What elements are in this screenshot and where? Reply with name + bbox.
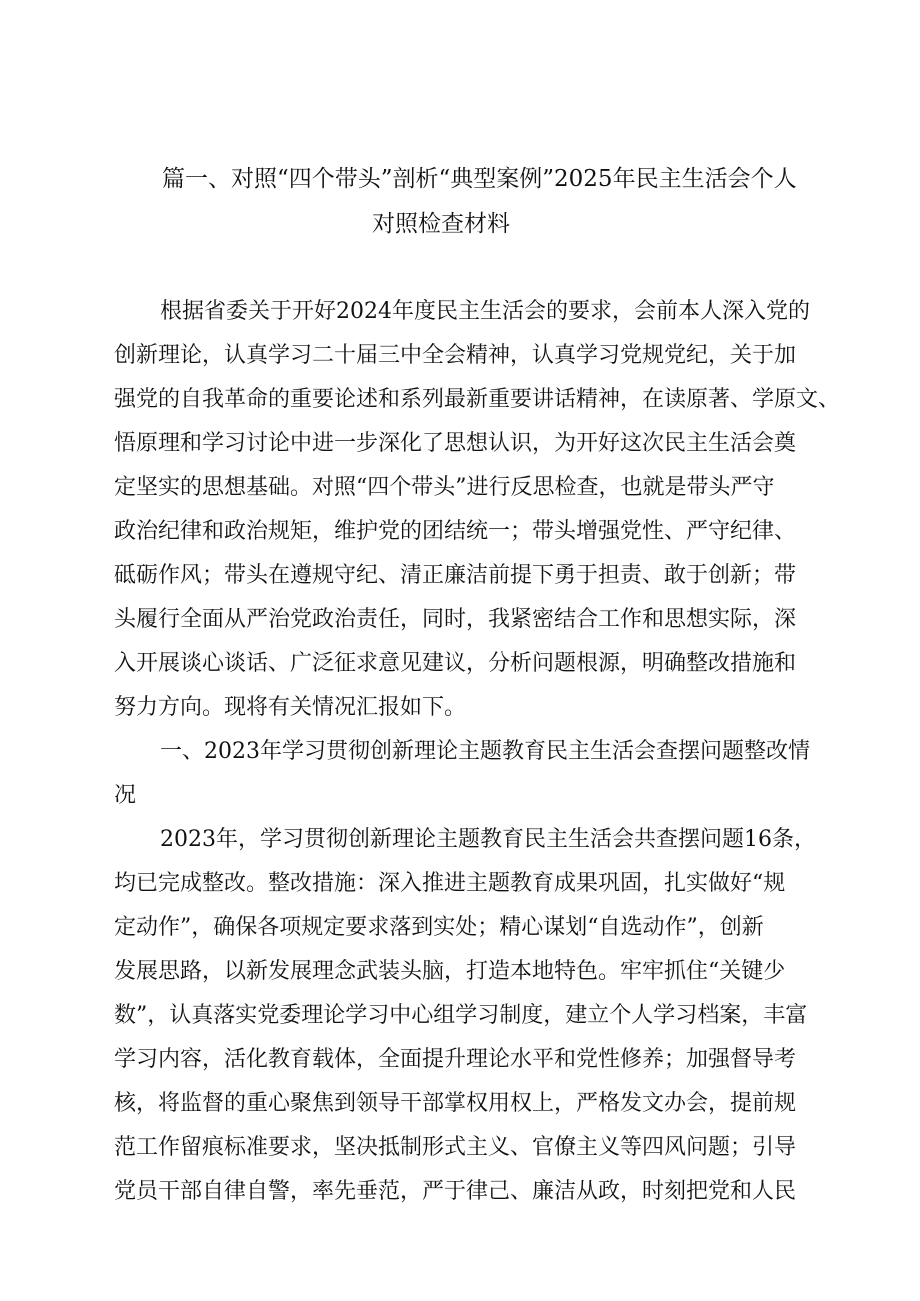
paragraph-line: 强党的自我革命的重要论述和系列最新重要讲话精神，在读原著、学原文、 xyxy=(114,387,841,412)
paragraph-line: 创新理论，认真学习二十届三中全会精神，认真学习党规党纪，关于加 xyxy=(114,343,797,368)
section-heading-1 xyxy=(114,730,854,818)
paragraph-line: 政治纪律和政治规矩，维护党的团结统一；带头增强党性、严守纪律、 xyxy=(114,519,797,544)
paragraph-rectification xyxy=(114,818,854,1214)
paragraph-line: 范工作留痕标准要求，坚决抵制形式主义、官僚主义等四风问题；引导 xyxy=(114,1135,797,1160)
paragraph-line: 定坚实的思想基础。对照“四个带头”进行反思检查，也就是带头严守 xyxy=(114,475,775,500)
paragraph-intro xyxy=(114,290,854,730)
document-title-line-1: 篇一、对照“四个带头”剖析“典型案例”2025年民主生活会个人 xyxy=(162,166,797,192)
paragraph-line: 定动作”，确保各项规定要求落到实处；精心谋划“自选动作”，创新 xyxy=(114,915,764,940)
paragraph-line: 核，将监督的重心聚焦到领导干部掌权用权上，严格发文办会，提前规 xyxy=(114,1091,797,1116)
paragraph-line: 均已完成整改。整改措施：深入推进主题教育成果巩固，扎实做好“规 xyxy=(114,871,786,896)
paragraph-line: 砥砺作风；带头在遵规守纪、清正廉洁前提下勇于担责、敢于创新；带 xyxy=(114,563,797,588)
paragraph-line: 党员干部自律自警，率先垂范，严于律己、廉洁从政，时刻把党和人民 xyxy=(114,1179,797,1204)
paragraph-line: 入开展谈心谈话、广泛征求意见建议，分析问题根源，明确整改措施和 xyxy=(114,651,797,676)
heading-line: 一、2023年学习贯彻创新理论主题教育民主生活会查摆问题整改情 xyxy=(160,739,810,764)
paragraph-line: 发展思路，以新发展理念武装头脑，打造本地特色。牢牢抓住“关键少 xyxy=(114,959,786,984)
heading-line: 况 xyxy=(114,783,137,808)
paragraph-line: 悟原理和学习讨论中进一步深化了思想认识，为开好这次民主生活会奠 xyxy=(114,431,797,456)
paragraph-line: 数”，认真落实党委理论学习中心组学习制度，建立个人学习档案，丰富 xyxy=(114,1003,808,1028)
paragraph-line: 努力方向。现将有关情况汇报如下。 xyxy=(114,695,467,720)
paragraph-line: 2023年，学习贯彻创新理论主题教育民主生活会共查摆问题16条， xyxy=(160,827,816,852)
paragraph-line: 根据省委关于开好2024年度民主生活会的要求，会前本人深入党的 xyxy=(160,299,810,324)
document-title-line-2: 对照检查材料 xyxy=(372,211,510,237)
paragraph-line: 学习内容，活化教育载体，全面提升理论水平和党性修养；加强督导考 xyxy=(114,1047,797,1072)
paragraph-line: 头履行全面从严治党政治责任，同时，我紧密结合工作和思想实际，深 xyxy=(114,607,797,632)
